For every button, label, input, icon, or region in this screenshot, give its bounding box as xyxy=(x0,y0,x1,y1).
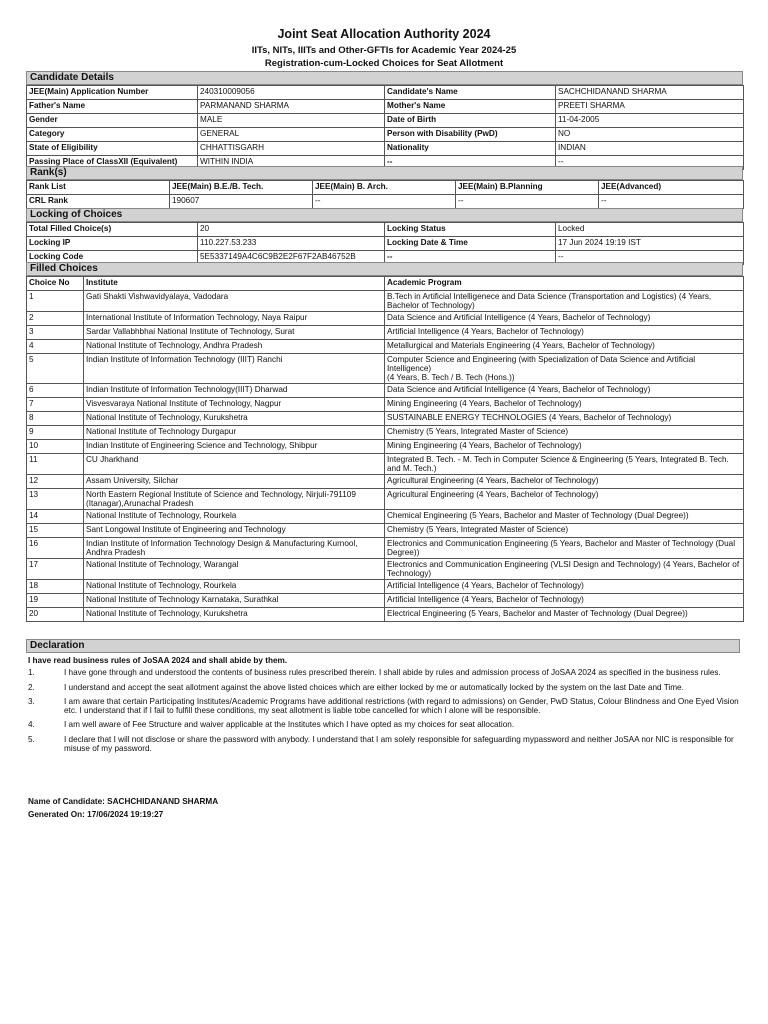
academic-program: SUSTAINABLE ENERGY TECHNOLOGIES (4 Years, Bachelor of Technology) xyxy=(385,412,744,426)
academic-program: Electronics and Communication Engineering (5 Years, Bachelor and Master of Technology (Dual Degree)) xyxy=(385,538,744,559)
institute-name: National Institute of Technology, Rourkela xyxy=(84,580,385,594)
field-value: MALE xyxy=(198,114,385,128)
field-value: WITHIN INDIA xyxy=(198,156,385,170)
field-value: Locked xyxy=(556,223,744,237)
field-label: Locking Status xyxy=(385,223,556,237)
field-label: State of Eligibility xyxy=(27,142,198,156)
choice-row xyxy=(27,398,744,412)
declaration-item xyxy=(28,669,740,678)
choice-row xyxy=(27,559,744,580)
academic-program: Data Science and Artificial Intelligence (4 Years, Bachelor of Technology) xyxy=(385,312,744,326)
field-label: Mother's Name xyxy=(385,100,556,114)
academic-program: Electrical Engineering (5 Years, Bachelor and Master of Technology (Dual Degree)) xyxy=(385,608,744,622)
institute-name: CU Jharkhand xyxy=(84,454,385,475)
choice-row xyxy=(27,594,744,608)
rank-header-cell: JEE(Main) B. Arch. xyxy=(313,181,456,195)
choice-row xyxy=(27,340,744,354)
rank-header-cell: JEE(Main) B.E./B. Tech. xyxy=(170,181,313,195)
academic-program: B.Tech in Artificial Intelligenece and Data Science (Transportation and Logistics) (4 Years, Bachelor of Technology) xyxy=(385,291,744,312)
field-value: 5E5337149A4C6C9B2E2F67F2AB46752B xyxy=(198,251,385,265)
choice-number: 6 xyxy=(27,384,84,398)
choice-number: 5 xyxy=(27,354,84,384)
field-value: -- xyxy=(556,251,744,265)
choice-number: 15 xyxy=(27,524,84,538)
institute-name: Indian Institute of Information Technology(IIIT) Dharwad xyxy=(84,384,385,398)
locking-heading: Locking of Choices xyxy=(26,208,743,222)
declaration-item-number: 3. xyxy=(28,697,35,707)
field-label: Category xyxy=(27,128,198,142)
institute-name: Visvesvaraya National Institute of Technology, Nagpur xyxy=(84,398,385,412)
field-label: Locking IP xyxy=(27,237,198,251)
document-subtitle: IITs, NITs, IIITs and Other-GFTIs for Academic Year 2024-25 xyxy=(251,45,517,56)
institute-name: Indian Institute of Information Technology Design & Manufacturing Kurnool, Andhra Pradesh xyxy=(84,538,385,559)
declaration-item xyxy=(28,736,740,753)
rank-header-cell: JEE(Advanced) xyxy=(599,181,744,195)
choice-number: 16 xyxy=(27,538,84,559)
choice-number: 9 xyxy=(27,426,84,440)
academic-program: Agricultural Engineering (4 Years, Bachelor of Technology) xyxy=(385,489,744,510)
academic-program: Electronics and Communication Engineering (VLSI Design and Technology) (4 Years, Bachelor of Technology) xyxy=(385,559,744,580)
declaration-item xyxy=(28,698,740,715)
ranks-value-row xyxy=(27,195,744,209)
field-value: PREETI SHARMA xyxy=(556,100,744,114)
locking-section xyxy=(26,208,743,265)
candidate-row xyxy=(27,114,744,128)
choice-number: 19 xyxy=(27,594,84,608)
locking-row xyxy=(27,237,744,251)
field-value: 11-04-2005 xyxy=(556,114,744,128)
field-value: 20 xyxy=(198,223,385,237)
declaration-item-text: I have gone through and understood the contents of business rules prescribed therein. I shall abide by rules and admission process of JoSAA 2024 as specified in the business rules. xyxy=(64,668,721,677)
choice-number: 7 xyxy=(27,398,84,412)
choice-number: 17 xyxy=(27,559,84,580)
field-label: JEE(Main) Application Number xyxy=(27,86,198,100)
academic-program: Artificial Intelligence (4 Years, Bachelor of Technology) xyxy=(385,594,744,608)
field-label: Date of Birth xyxy=(385,114,556,128)
declaration-item xyxy=(28,684,740,693)
choice-row xyxy=(27,510,744,524)
field-value: 17 Jun 2024 19:19 IST xyxy=(556,237,744,251)
declaration-item-text: I am aware that certain Participating Institutes/Academic Programs have additional restrictions (with regard to admissions) on Gender, PwD Status, Colour Blindness and One Eyed Vision etc. I understand that if I fail to fulfill these conditions, my seat allotment is liable tobe cancelled for which I alone will be responsible. xyxy=(64,697,739,715)
rank-header-cell: Rank List xyxy=(27,181,170,195)
academic-program: Artificial Intelligence (4 Years, Bachelor of Technology) xyxy=(385,326,744,340)
ranks-header-row xyxy=(27,181,744,195)
field-label: Candidate's Name xyxy=(385,86,556,100)
document-subtitle-2: Registration-cum-Locked Choices for Seat Allotment xyxy=(264,58,504,69)
institute-name: Sant Longowal Institute of Engineering and Technology xyxy=(84,524,385,538)
candidate-details-table xyxy=(26,85,744,170)
ranks-heading: Rank(s) xyxy=(26,166,743,180)
ranks-table xyxy=(26,180,744,209)
field-label: Nationality xyxy=(385,142,556,156)
field-label: -- xyxy=(385,251,556,265)
field-value: INDIAN xyxy=(556,142,744,156)
candidate-row xyxy=(27,86,744,100)
field-label: Locking Code xyxy=(27,251,198,265)
declaration-heading: Declaration xyxy=(26,639,740,653)
declaration-item-text: I understand and accept the seat allotment against the above listed choices which are either locked by me or automatically locked by the system on the last Date and Time. xyxy=(64,682,684,692)
choice-number: 2 xyxy=(27,312,84,326)
academic-program: Computer Science and Engineering (with Specialization of Data Science and Artificial Intelligence) (4 Years, B. Tech / B. Tech (Hons.)) xyxy=(385,354,744,384)
choice-row xyxy=(27,426,744,440)
academic-program: Mining Engineering (4 Years, Bachelor of Technology) xyxy=(385,440,744,454)
locking-table xyxy=(26,222,744,265)
field-value: SACHCHIDANAND SHARMA xyxy=(556,86,744,100)
choice-number: 14 xyxy=(27,510,84,524)
choice-row xyxy=(27,312,744,326)
institute-name: National Institute of Technology Karnataka, Surathkal xyxy=(84,594,385,608)
filled-choices-section xyxy=(26,262,743,622)
academic-program: Metallurgical and Materials Engineering (4 Years, Bachelor of Technology) xyxy=(385,340,744,354)
academic-program: Chemistry (5 Years, Integrated Master of Science) xyxy=(385,426,744,440)
rank-label-cell: CRL Rank xyxy=(27,195,170,209)
choice-number: 8 xyxy=(27,412,84,426)
choice-row xyxy=(27,440,744,454)
institute-name: National Institute of Technology, Warangal xyxy=(84,559,385,580)
field-label: Father's Name xyxy=(27,100,198,114)
institute-name: National Institute of Technology, Andhra Pradesh xyxy=(84,340,385,354)
institute-name: North Eastern Regional Institute of Science and Technology, Nirjuli-791109 (Itanagar),Arunachal Pradesh xyxy=(84,489,385,510)
institute-name: Sardar Vallabhbhai National Institute of Technology, Surat xyxy=(84,326,385,340)
candidate-name-line: Name of Candidate: SACHCHIDANAND SHARMA xyxy=(28,797,219,806)
choice-no-header: Choice No xyxy=(27,277,84,291)
field-label: Locking Date & Time xyxy=(385,237,556,251)
rank-value-cell: -- xyxy=(599,195,744,209)
declaration-intro: I have read business rules of JoSAA 2024 and shall abide by them. xyxy=(28,656,288,665)
institute-name: Gati Shakti Vishwavidyalaya, Vadodara xyxy=(84,291,385,312)
declaration-item-number: 4. xyxy=(28,720,35,730)
ranks-section xyxy=(26,166,743,209)
candidate-details-section xyxy=(26,71,743,170)
choice-number: 4 xyxy=(27,340,84,354)
field-label: -- xyxy=(385,156,556,170)
institute-name: National Institute of Technology, Rourkela xyxy=(84,510,385,524)
choice-row xyxy=(27,475,744,489)
institute-name: International Institute of Information Technology, Naya Raipur xyxy=(84,312,385,326)
field-value: PARMANAND SHARMA xyxy=(198,100,385,114)
choice-row xyxy=(27,524,744,538)
academic-program: Chemical Engineering (5 Years, Bachelor and Master of Technology (Dual Degree)) xyxy=(385,510,744,524)
rank-header-cell: JEE(Main) B.Planning xyxy=(456,181,599,195)
academic-program: Integrated B. Tech. - M. Tech in Computer Science & Engineering (5 Years, Integrated B. Tech. and M. Tech.) xyxy=(385,454,744,475)
field-value: -- xyxy=(556,156,744,170)
choice-row xyxy=(27,454,744,475)
choice-number: 20 xyxy=(27,608,84,622)
choice-row xyxy=(27,489,744,510)
choice-row xyxy=(27,580,744,594)
academic-program: Chemistry (5 Years, Integrated Master of Science) xyxy=(385,524,744,538)
field-label: Total Filled Choice(s) xyxy=(27,223,198,237)
choice-number: 3 xyxy=(27,326,84,340)
choice-number: 11 xyxy=(27,454,84,475)
field-label: Passing Place of ClassXII (Equivalent) xyxy=(27,156,198,170)
rank-value-cell: -- xyxy=(313,195,456,209)
field-value: 110.227.53.233 xyxy=(198,237,385,251)
choice-row xyxy=(27,384,744,398)
academic-program: Agricultural Engineering (4 Years, Bachelor of Technology) xyxy=(385,475,744,489)
choice-number: 1 xyxy=(27,291,84,312)
choice-number: 12 xyxy=(27,475,84,489)
institute-name: Indian Institute of Information Technology (IIIT) Ranchi xyxy=(84,354,385,384)
institute-name: Indian Institute of Engineering Science and Technology, Shibpur xyxy=(84,440,385,454)
choice-row xyxy=(27,412,744,426)
declaration-item-number: 5. xyxy=(28,734,35,744)
choice-number: 10 xyxy=(27,440,84,454)
declaration-item xyxy=(28,721,740,730)
declaration-item-number: 2. xyxy=(28,682,35,692)
document-title: Joint Seat Allocation Authority 2024 xyxy=(277,27,491,41)
academic-program: Artificial Intelligence (4 Years, Bachelor of Technology) xyxy=(385,580,744,594)
declaration-item-text: I declare that I will not disclose or share the password with anybody. I understand that I am solely responsible for safeguarding mypassword and neither JoSAA nor NIC is responsible for misuse of my password. xyxy=(64,734,734,753)
declaration-item-number: 1. xyxy=(28,668,35,677)
field-value: CHHATTISGARH xyxy=(198,142,385,156)
generated-on-line: Generated On: 17/06/2024 19:19:27 xyxy=(28,810,164,819)
rank-value-cell: -- xyxy=(456,195,599,209)
rank-value-cell: 190607 xyxy=(170,195,313,209)
institute-name: Assam University, Silchar xyxy=(84,475,385,489)
institute-name: National Institute of Technology, Kurukshetra xyxy=(84,608,385,622)
declaration-list xyxy=(28,669,740,759)
institute-name: National Institute of Technology, Kurukshetra xyxy=(84,412,385,426)
choice-row xyxy=(27,538,744,559)
choice-row xyxy=(27,291,744,312)
candidate-row xyxy=(27,100,744,114)
choice-row xyxy=(27,326,744,340)
candidate-row xyxy=(27,128,744,142)
academic-program: Mining Engineering (4 Years, Bachelor of Technology) xyxy=(385,398,744,412)
filled-choices-heading: Filled Choices xyxy=(26,262,743,276)
declaration-item-text: I am well aware of Fee Structure and waiver applicable at the Institutes which I have opted as my choices for seat allocation. xyxy=(64,720,515,730)
declaration-section xyxy=(26,639,740,653)
institute-name: National Institute of Technology Durgapur xyxy=(84,426,385,440)
field-label: Gender xyxy=(27,114,198,128)
choice-number: 13 xyxy=(27,489,84,510)
field-label: Person with Disability (PwD) xyxy=(385,128,556,142)
field-value: 240310009056 xyxy=(198,86,385,100)
locking-row xyxy=(27,223,744,237)
candidate-row xyxy=(27,142,744,156)
field-value: GENERAL xyxy=(198,128,385,142)
choices-header-row xyxy=(27,277,744,291)
choice-row xyxy=(27,608,744,622)
program-header: Academic Program xyxy=(385,277,744,291)
filled-choices-table xyxy=(26,276,744,622)
institute-header: Institute xyxy=(84,277,385,291)
field-value: NO xyxy=(556,128,744,142)
academic-program: Data Science and Artificial Intelligence (4 Years, Bachelor of Technology) xyxy=(385,384,744,398)
choice-number: 18 xyxy=(27,580,84,594)
candidate-details-heading: Candidate Details xyxy=(26,71,743,85)
choice-row xyxy=(27,354,744,384)
